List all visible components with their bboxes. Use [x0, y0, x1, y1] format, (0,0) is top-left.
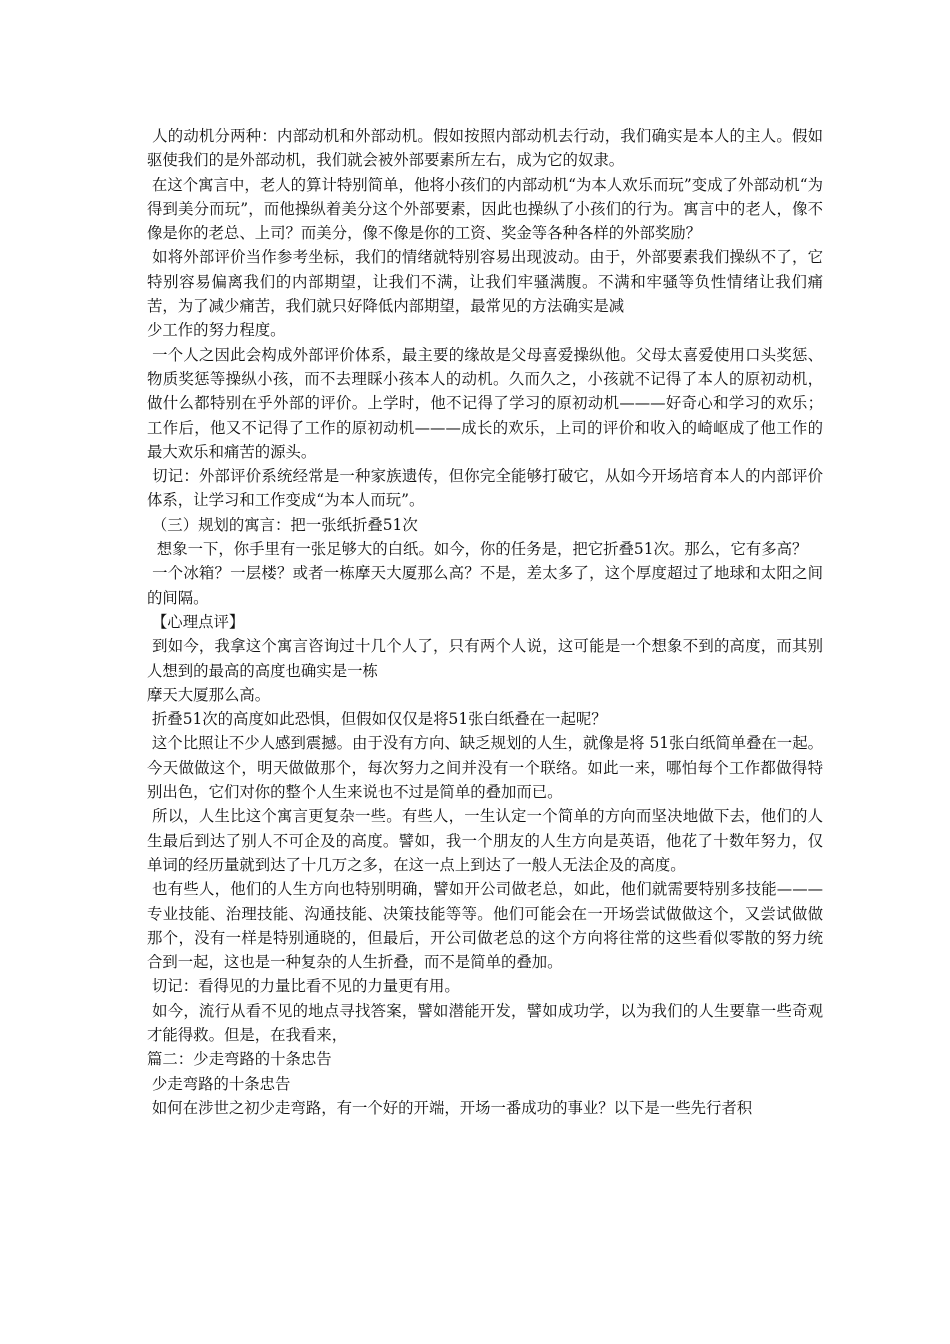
paragraph: 折叠51次的高度如此恐惧，但假如仅仅是将51张白纸叠在一起呢？ — [147, 710, 607, 729]
document-body — [147, 124, 823, 1120]
paragraph: 一个冰箱？一层楼？或者一栋摩天大厦那么高？不是，差太多了，这个厚度超过了地球和太阳之间的间隔。 — [147, 564, 823, 607]
section-heading: 【心理点评】 — [147, 612, 245, 631]
section-heading: 篇二：少走弯路的十条忠告 — [147, 1050, 332, 1069]
paragraph: 人的动机分两种：内部动机和外部动机。假如按照内部动机去行动，我们确实是本人的主人。假如驱使我们的是外部动机，我们就会被外部要素所左右，成为它的奴隶。 — [147, 127, 823, 170]
paragraph: 如今，流行从看不见的地点寻找答案，譬如潜能开发，譬如成功学，以为我们的人生要靠一些奇观才能得救。但是，在我看来， — [147, 1001, 823, 1044]
paragraph: 摩天大厦那么高。 — [147, 685, 271, 704]
paragraph: 这个比照让不少人感到震撼。由于没有方向、缺乏规划的人生，就像是将 51张白纸简单叠在一起。今天做做这个，明天做做那个，每次努力之间并没有一个联络。如此一来，哪怕每个工作都做得特别出色，它们对你的整个人生来说也不过是简单的叠加而已。 — [147, 734, 823, 802]
paragraph: 也有些人，他们的人生方向也特别明确，譬如开公司做老总，如此，他们就需要特别多技能———专业技能、治理技能、沟通技能、决策技能等等。他们可能会在一开场尝试做做这个，又尝试做做那个，没有一样是特别通晓的，但最后，开公司做老总的这个方向将往常的这些看似零散的努力统合到一起，这也是一种复杂的人生折叠，而不是简单的叠加。 — [147, 880, 823, 972]
paragraph: 一个人之因此会构成外部评价体系，最主要的缘故是父母喜爱操纵他。父母太喜爱使用口头奖惩、物质奖惩等操纵小孩，而不去理睬小孩本人的动机。久而久之，小孩就不记得了本人的原初动机，做什么都特别在乎外部的评价。上学时，他不记得了学习的原初动机———好奇心和学习的欢乐；工作后，他又不记得了工作的原初动机———成长的欢乐，上司的评价和收入的崎岖成了他工作的最大欢乐和痛苦的源头。 — [147, 345, 823, 461]
paragraph: 切记：看得见的力量比看不见的力量更有用。 — [147, 977, 460, 996]
paragraph: 如何在涉世之初少走弯路，有一个好的开端，开场一番成功的事业？以下是一些先行者积 — [147, 1098, 753, 1117]
paragraph: 在这个寓言中，老人的算计特别简单，他将小孩们的内部动机“为本人欢乐而玩”变成了外部动机“为得到美分而玩”，而他操纵着美分这个外部要素，因此也操纵了小孩们的行为。寓言中的老人，像不像是你的老总、上司？而美分，像不像是你的工资、奖金等各种各样的外部奖励？ — [147, 175, 823, 243]
section-heading: （三）规划的寓言：把一张纸折叠51次 — [147, 515, 418, 534]
paragraph: 所以，人生比这个寓言更复杂一些。有些人，一生认定一个简单的方向而坚决地做下去，他们的人生最后到达了别人不可企及的高度。譬如，我一个朋友的人生方向是英语，他花了十数年努力，仅单词的经历量就到达了十几万之多，在这一点上到达了一般人无法企及的高度。 — [147, 807, 823, 874]
paragraph: 切记：外部评价系统经常是一种家族遗传，但你完全能够打破它，从如今开场培育本人的内部评价体系，让学习和工作变成“为本人而玩”。 — [147, 467, 823, 510]
paragraph: 到如今，我拿这个寓言咨询过十几个人了，只有两个人说，这可能是一个想象不到的高度，而其别人想到的最高的高度也确实是一栋 — [147, 637, 823, 680]
paragraph: 想象一下，你手里有一张足够大的白纸。如今，你的任务是，把它折叠51次。那么，它有多高？ — [147, 540, 808, 559]
section-heading: 少走弯路的十条忠告 — [147, 1074, 291, 1093]
paragraph: 如将外部评价当作参考坐标，我们的情绪就特别容易出现波动。由于，外部要素我们操纵不了，它特别容易偏离我们的内部期望，让我们不满，让我们牢骚满腹。不满和牢骚等负性情绪让我们痛苦，为了减少痛苦，我们就只好降低内部期望，最常见的方法确实是减 — [147, 248, 823, 316]
paragraph: 少工作的努力程度。 — [147, 321, 286, 340]
